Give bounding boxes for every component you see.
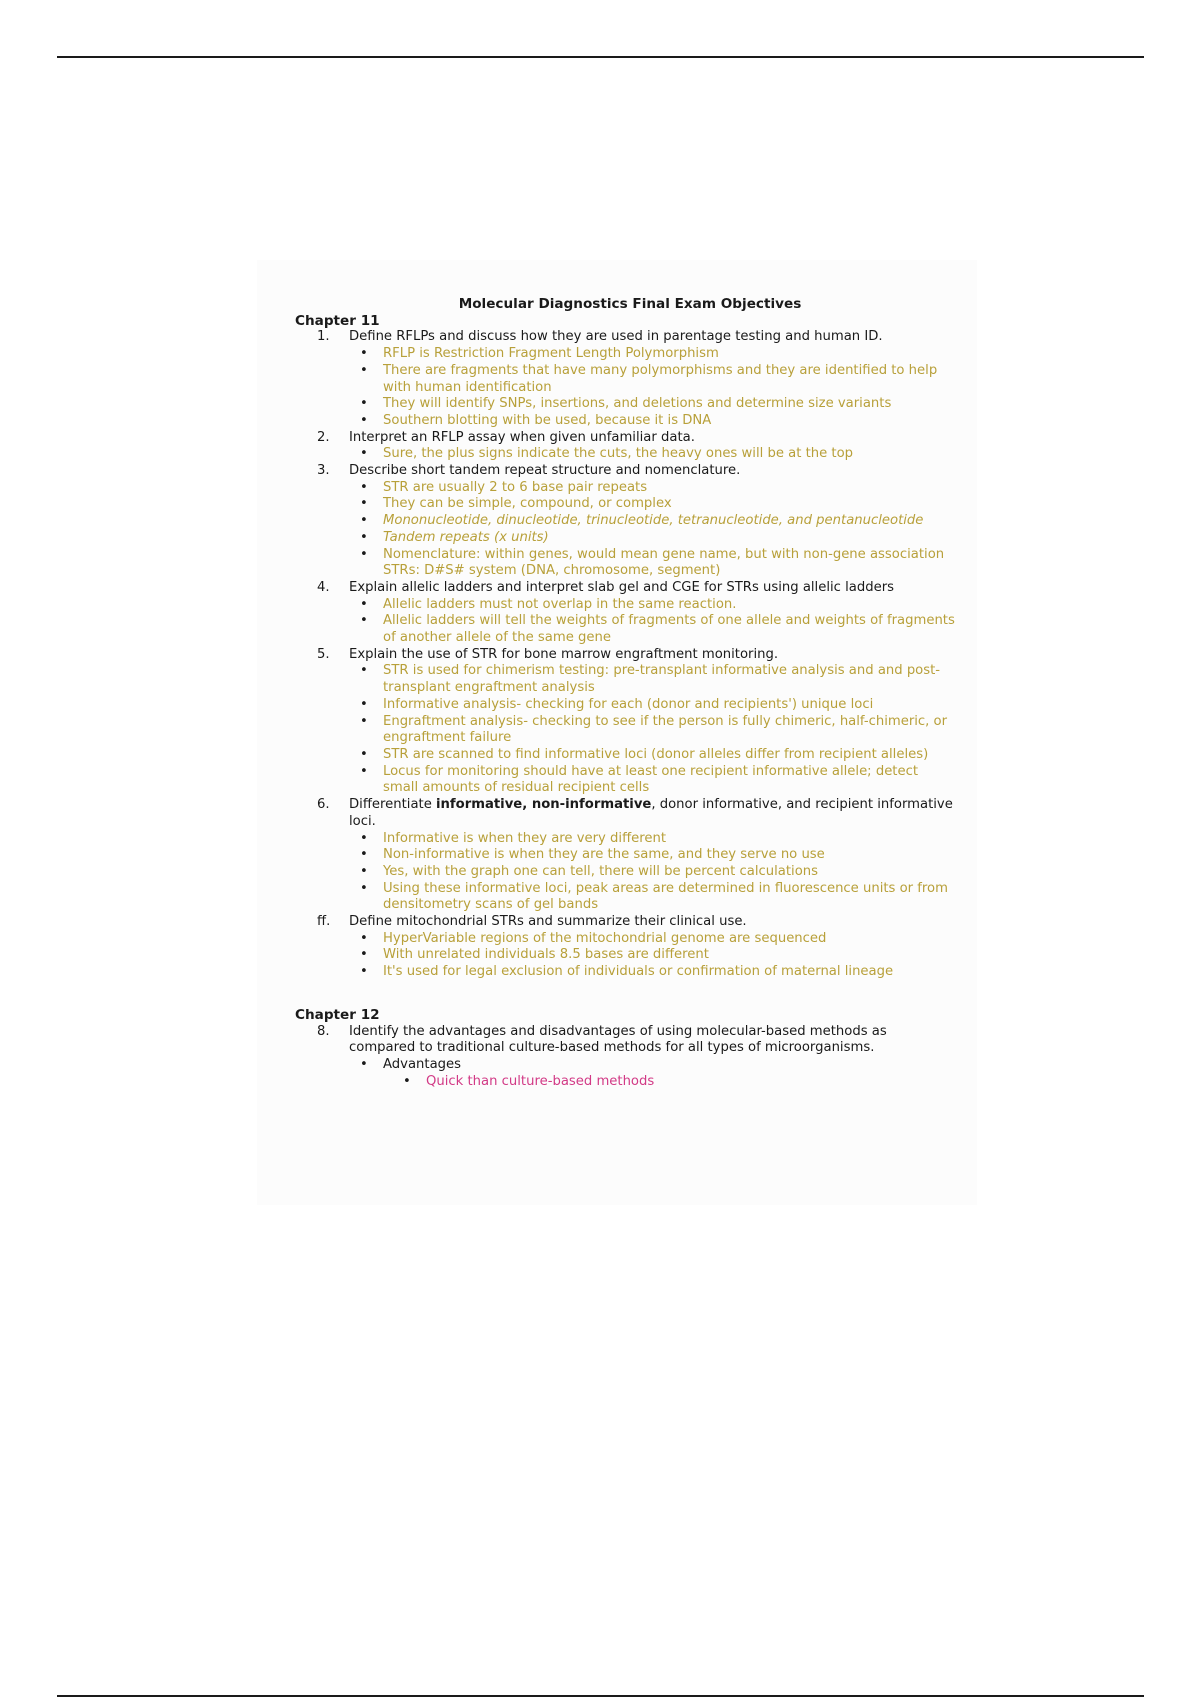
answer-text: RFLP is Restriction Fragment Length Polymorphism	[383, 346, 719, 362]
chapter-heading: Chapter 12	[295, 1006, 380, 1023]
document-content	[295, 296, 955, 1090]
bullet-icon: •	[360, 529, 368, 545]
answer-bullet	[295, 547, 955, 580]
objective-text: Define mitochondrial STRs and summarize their clinical use.	[349, 914, 747, 930]
bullet-icon: •	[360, 546, 368, 562]
answer-bullet	[295, 714, 955, 747]
answer-text: Using these informative loci, peak areas are determined in fluorescence units or from densitometry scans of gel bands	[383, 880, 948, 913]
answer-text: Allelic ladders will tell the weights of fragments of one allele and weights of fragments of another allele of the same gene	[383, 613, 955, 646]
objective-number: 2.	[317, 429, 330, 445]
bullet-icon: •	[360, 446, 368, 462]
bullet-icon: •	[360, 412, 368, 428]
bullet-icon: •	[360, 346, 368, 362]
answer-bullet	[295, 480, 955, 497]
answer-bullet	[295, 396, 955, 413]
answer-bullet	[295, 346, 955, 363]
bullet-icon: •	[360, 880, 368, 896]
objective-text: Describe short tandem repeat structure and nomenclature.	[349, 463, 741, 479]
objective-number: 4.	[317, 579, 330, 595]
answer-bullet	[295, 613, 955, 646]
answer-text: Informative is when they are very different	[383, 830, 667, 846]
answer-bullet	[295, 964, 955, 981]
answer-text: Tandem repeats (x units)	[383, 529, 549, 545]
objective-item	[295, 1024, 955, 1057]
bullet-icon: •	[360, 613, 368, 629]
bullet-icon: •	[360, 1056, 368, 1072]
chapter-heading: Chapter 11	[295, 312, 380, 329]
top-rule	[57, 56, 1144, 58]
bullet-icon: •	[360, 847, 368, 863]
answer-bullet	[295, 413, 955, 430]
objective-number: 3.	[317, 463, 330, 479]
bullet-icon: •	[360, 930, 368, 946]
objective-number: 6.	[317, 797, 330, 813]
answer-text: Engraftment analysis- checking to see if the person is fully chimeric, half-chimeric, or engraftment failure	[383, 713, 948, 746]
objective-number: 5.	[317, 646, 330, 662]
bullet-icon: •	[403, 1073, 411, 1089]
objective-number: 8.	[317, 1023, 330, 1039]
answer-bullet	[295, 513, 955, 530]
objective-item	[295, 430, 955, 447]
answer-text: STR is used for chimerism testing: pre-transplant informative analysis and and post-transplant engraftment analysis	[383, 663, 941, 696]
answer-text: Yes, with the graph one can tell, there will be percent calculations	[383, 863, 818, 879]
answer-text: They can be simple, compound, or complex	[383, 496, 672, 512]
answer-text: STR are usually 2 to 6 base pair repeats	[383, 479, 648, 495]
bullet-icon: •	[360, 830, 368, 846]
answer-bullet	[295, 530, 955, 547]
answer-text: Advantages	[383, 1056, 462, 1072]
answer-text: Informative analysis- checking for each (donor and recipients') unique loci	[383, 696, 874, 712]
answer-text: They will identify SNPs, insertions, and deletions and determine size variants	[383, 396, 892, 412]
answer-text: Locus for monitoring should have at least one recipient informative allele; detect small amounts of residual recipient cells	[383, 763, 919, 796]
answer-bullet	[295, 847, 955, 864]
answer-text: Non-informative is when they are the same, and they serve no use	[383, 847, 825, 863]
bullet-icon: •	[360, 396, 368, 412]
answer-bullet	[295, 697, 955, 714]
sub-answer-bullet	[295, 1074, 955, 1091]
answer-text: Allelic ladders must not overlap in the same reaction.	[383, 596, 737, 612]
answer-bullet	[295, 947, 955, 964]
answer-bullet	[295, 764, 955, 797]
answer-bullet	[295, 446, 955, 463]
answer-text: HyperVariable regions of the mitochondrial genome are sequenced	[383, 930, 827, 946]
bottom-rule	[57, 1695, 1144, 1697]
answer-text: With unrelated individuals 8.5 bases are different	[383, 947, 709, 963]
objective-item	[295, 914, 955, 931]
bullet-icon: •	[360, 479, 368, 495]
answer-text: Southern blotting with be used, because it is DNA	[383, 412, 712, 428]
objective-text: Explain allelic ladders and interpret slab gel and CGE for STRs using allelic ladders	[349, 579, 895, 595]
answer-bullet	[295, 881, 955, 914]
objective-item	[295, 647, 955, 664]
answer-text: STR are scanned to find informative loci (donor alleles differ from recipient alleles)	[383, 746, 929, 762]
answer-bullet	[295, 747, 955, 764]
answer-bullet	[295, 1057, 955, 1074]
bullet-icon: •	[360, 663, 368, 679]
answer-bullet	[295, 363, 955, 396]
bullet-icon: •	[360, 863, 368, 879]
objective-text-part: Differentiate	[349, 797, 437, 813]
bullet-icon: •	[360, 696, 368, 712]
bullet-icon: •	[360, 763, 368, 779]
objective-text: Interpret an RFLP assay when given unfamiliar data.	[349, 429, 695, 445]
answer-text: It's used for legal exclusion of individuals or confirmation of maternal lineage	[383, 964, 894, 980]
answer-bullet	[295, 931, 955, 948]
objective-text-bold: informative, non-informative	[436, 797, 652, 813]
answer-text: Nomenclature: within genes, would mean gene name, but with non-gene association STRs: D#S# system (DNA, chromosome, segment)	[383, 546, 945, 579]
answer-bullet	[295, 663, 955, 696]
document-title: Molecular Diagnostics Final Exam Objectives	[458, 296, 802, 312]
objective-item	[295, 580, 955, 597]
objective-item	[295, 329, 955, 346]
answer-bullet	[295, 597, 955, 614]
answer-bullet	[295, 864, 955, 881]
answer-text: Mononucleotide, dinucleotide, trinucleotide, tetranucleotide, and pentanucleotide	[383, 513, 924, 529]
bullet-icon: •	[360, 947, 368, 963]
answer-bullet	[295, 496, 955, 513]
bullet-icon: •	[360, 596, 368, 612]
objective-number: 1.	[317, 329, 330, 345]
bullet-icon: •	[360, 513, 368, 529]
objective-text: Define RFLPs and discuss how they are used in parentage testing and human ID.	[349, 329, 883, 345]
objective-text: Explain the use of STR for bone marrow engraftment monitoring.	[349, 646, 779, 662]
objective-text: Identify the advantages and disadvantages of using molecular-based methods as compared to traditional culture-based methods for all types of microorganisms.	[349, 1023, 887, 1056]
objective-text	[349, 797, 955, 830]
objective-item	[295, 463, 955, 480]
bullet-icon: •	[360, 496, 368, 512]
answer-bullet	[295, 831, 955, 848]
objective-item	[295, 797, 955, 830]
bullet-icon: •	[360, 746, 368, 762]
bullet-icon: •	[360, 713, 368, 729]
bullet-icon: •	[360, 964, 368, 980]
objective-number: ff.	[317, 914, 331, 930]
answer-text: There are fragments that have many polymorphisms and they are identified to help with human identification	[383, 362, 938, 395]
answer-text: Quick than culture-based methods	[426, 1073, 655, 1089]
bullet-icon: •	[360, 362, 368, 378]
answer-text: Sure, the plus signs indicate the cuts, the heavy ones will be at the top	[383, 446, 854, 462]
objective-text-part: , donor informative, and recipient informative loci.	[349, 797, 953, 829]
